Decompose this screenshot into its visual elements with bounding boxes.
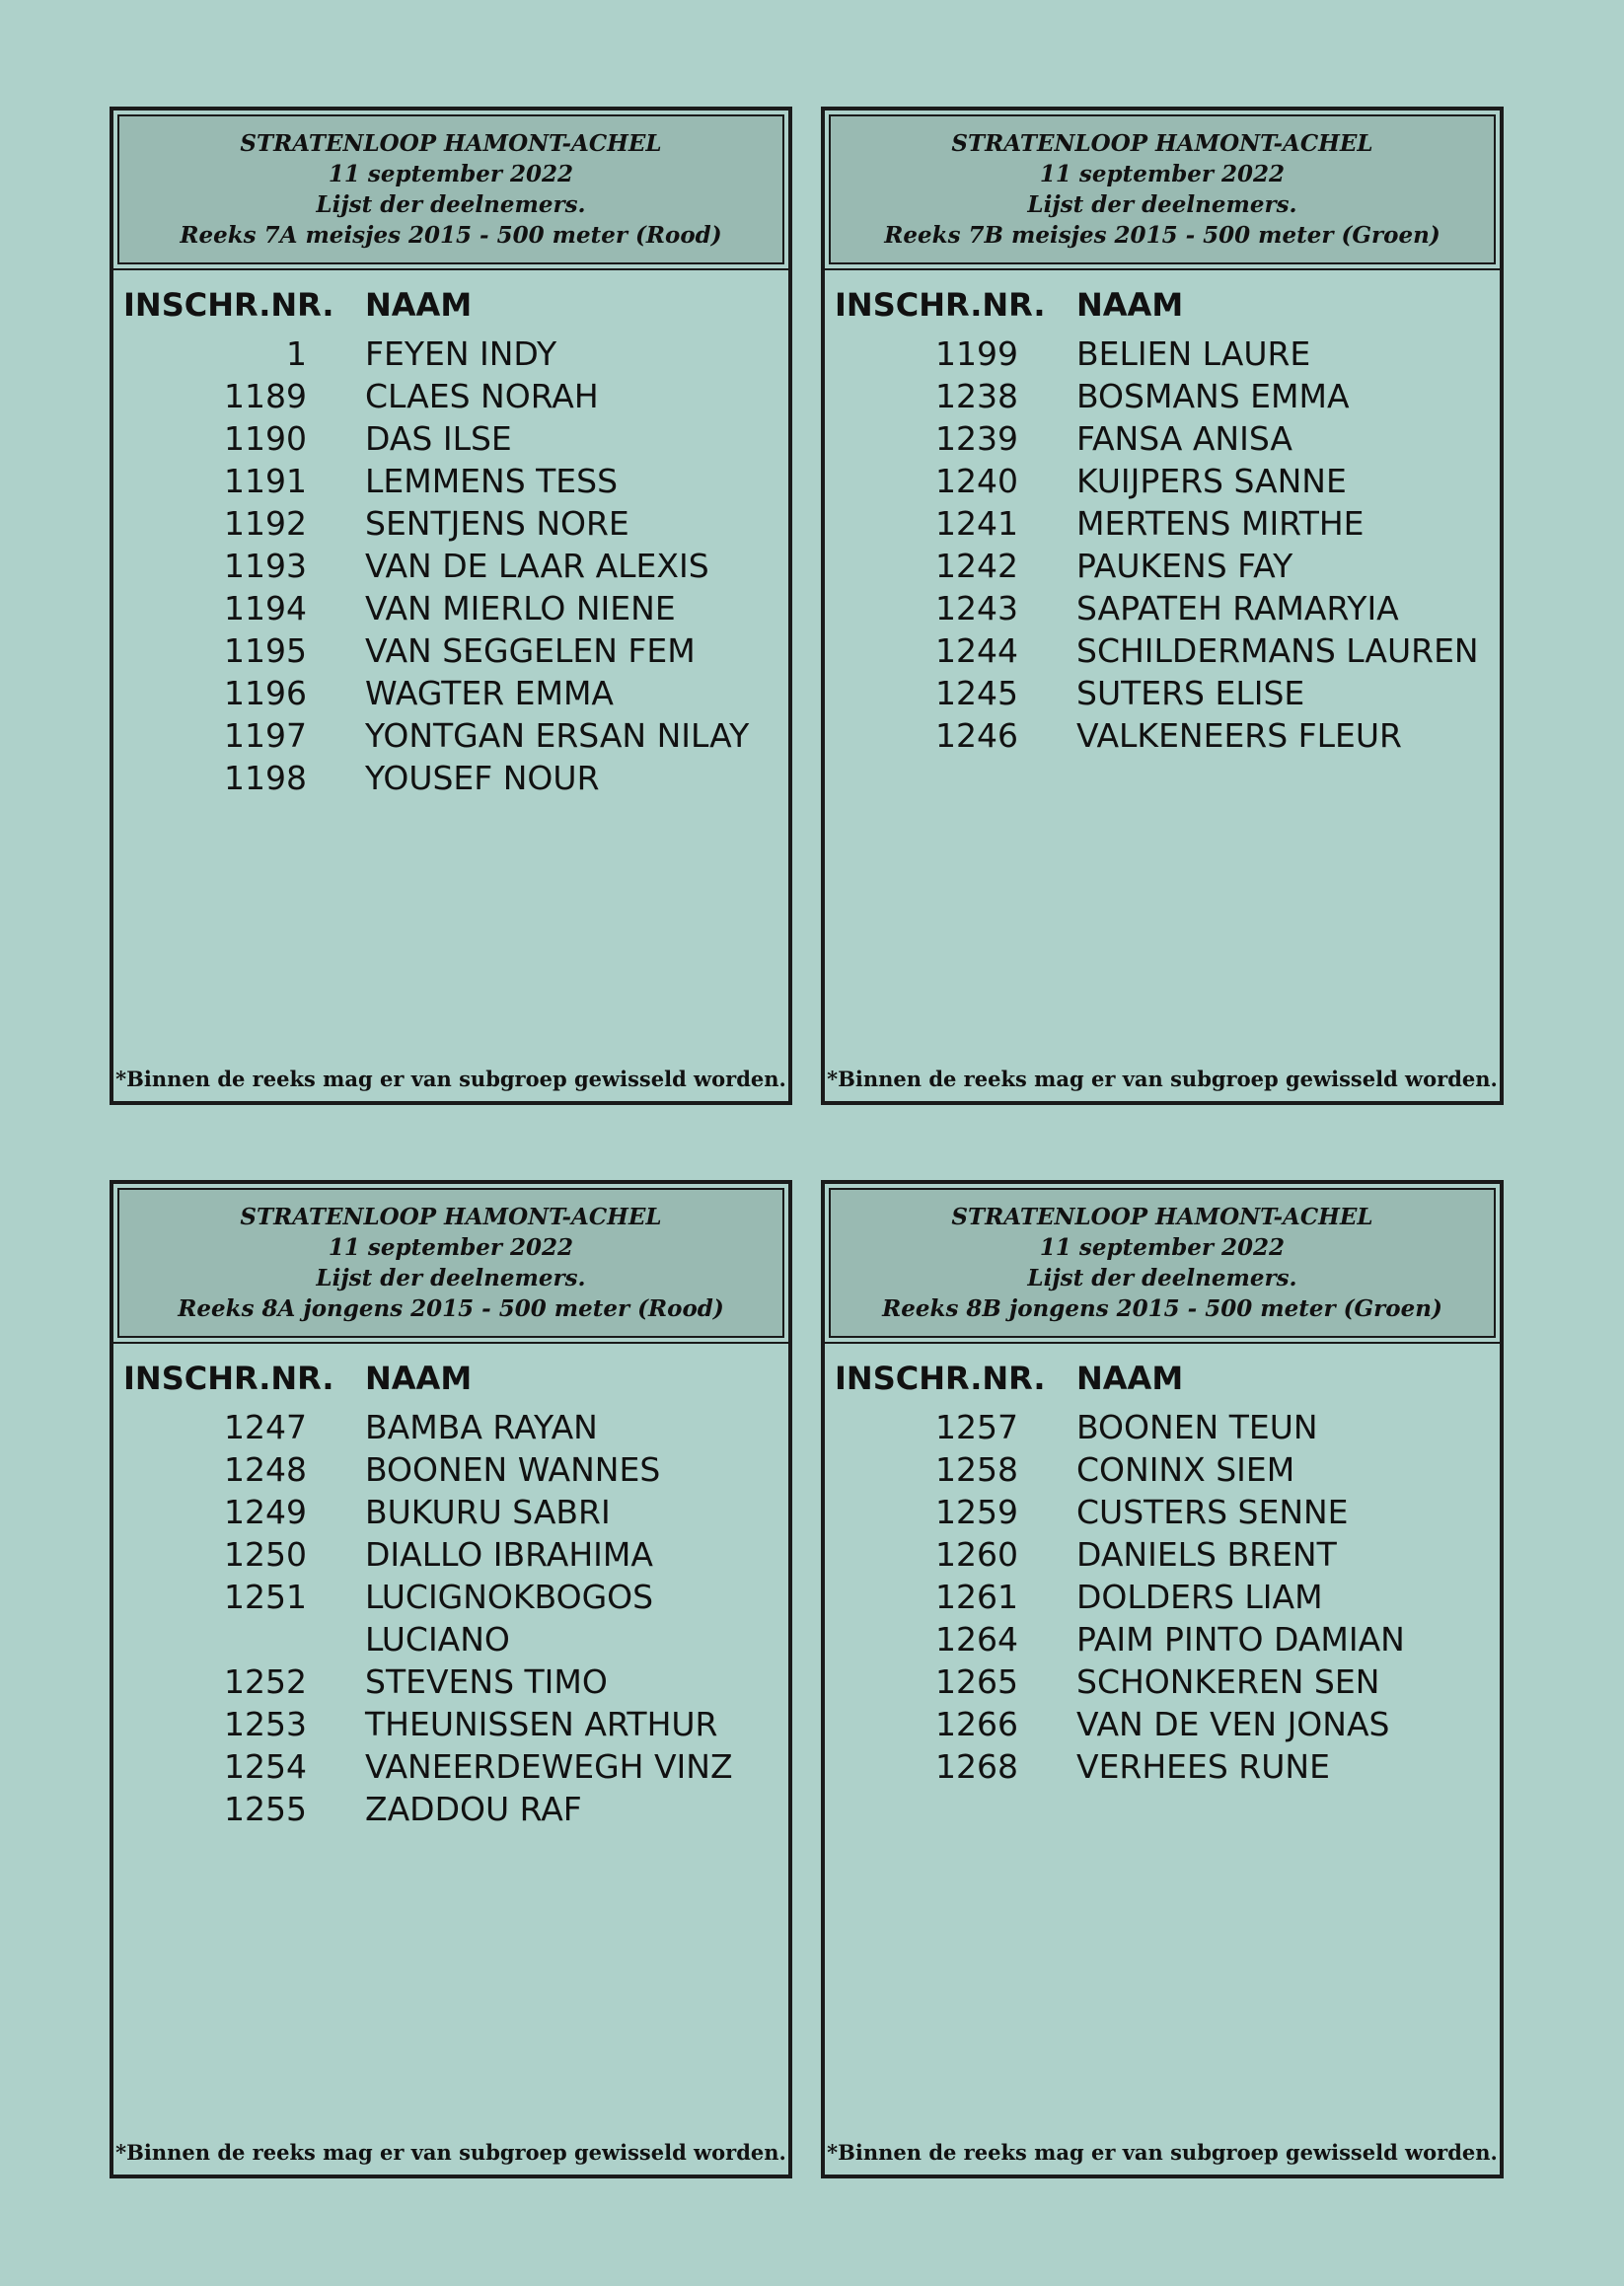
participant-row: [113, 1533, 788, 1576]
participant-row: [113, 1576, 788, 1618]
registration-number: 1248: [224, 1450, 307, 1489]
participant-name: SENTJENS NORE: [365, 504, 629, 543]
participant-row: [113, 375, 788, 417]
participant-row: [113, 1660, 788, 1703]
registration-number: 1254: [224, 1747, 307, 1786]
participant-row: [825, 1576, 1500, 1618]
participant-row: [825, 502, 1500, 545]
series-label: Reeks 8B jongens 2015 - 500 meter (Groen): [882, 1295, 1442, 1322]
column-header-naam: NAAM: [1076, 1360, 1184, 1397]
participant-row: [113, 587, 788, 629]
series-label: Reeks 7A meisjes 2015 - 500 meter (Rood): [180, 222, 722, 249]
card-header: [829, 1188, 1496, 1338]
footnote: *Binnen de reeks mag er van subgroep gewisseld worden.: [115, 1067, 786, 1091]
registration-number: 1194: [224, 589, 307, 627]
series-label: Reeks 8A jongens 2015 - 500 meter (Rood): [178, 1295, 724, 1322]
registration-number: 1250: [224, 1535, 307, 1574]
participant-name: ZADDOU RAF: [365, 1790, 582, 1828]
registration-number: 1268: [935, 1747, 1018, 1786]
registration-number: 1: [286, 334, 307, 373]
participant-name: VAN DE LAAR ALEXIS: [365, 547, 709, 585]
registration-number: 1251: [224, 1578, 307, 1616]
participant-row: [113, 1618, 788, 1660]
registration-number: 1191: [224, 462, 307, 500]
participant-row: [825, 417, 1500, 460]
registration-number: 1257: [935, 1408, 1018, 1446]
series-label: Reeks 7B meisjes 2015 - 500 meter (Groen): [884, 222, 1440, 249]
registration-number: 1199: [935, 334, 1018, 373]
participant-name: FANSA ANISA: [1076, 419, 1292, 458]
registration-number: 1266: [935, 1705, 1018, 1743]
participant-name: YONTGAN ERSAN NILAY: [365, 716, 750, 755]
registration-number: 1197: [224, 716, 307, 755]
participant-name: VAN DE VEN JONAS: [1076, 1705, 1390, 1743]
participant-name: SAPATEH RAMARYIA: [1076, 589, 1399, 627]
participant-list: [113, 332, 788, 799]
list-subtitle: Lijst der deelnemers.: [1027, 1265, 1297, 1291]
participant-name: MERTENS MIRTHE: [1076, 504, 1365, 543]
participant-row: [825, 714, 1500, 757]
registration-number: 1241: [935, 504, 1018, 543]
event-date: 11 september 2022: [1039, 1234, 1286, 1261]
registration-number: 1247: [224, 1408, 307, 1446]
participant-name: SUTERS ELISE: [1076, 674, 1305, 712]
participant-name: VAN MIERLO NIENE: [365, 589, 676, 627]
column-header-naam: NAAM: [1076, 286, 1184, 324]
event-date: 11 september 2022: [328, 161, 574, 187]
column-header-nr: INSCHR.NR.: [123, 286, 334, 324]
registration-number: 1265: [935, 1662, 1018, 1701]
card-header: [117, 1188, 784, 1338]
registration-number: 1198: [224, 759, 307, 797]
event-date: 11 september 2022: [1039, 161, 1286, 187]
participant-row: [113, 1788, 788, 1830]
column-header-naam: NAAM: [365, 1360, 473, 1397]
registration-number: 1195: [224, 631, 307, 670]
list-subtitle: Lijst der deelnemers.: [316, 1265, 586, 1291]
card-header: [117, 114, 784, 264]
participant-name: SCHONKEREN SEN: [1076, 1662, 1380, 1701]
participant-row: [825, 587, 1500, 629]
participant-name: VAN SEGGELEN FEM: [365, 631, 696, 670]
registration-number: 1243: [935, 589, 1018, 627]
registration-number: 1259: [935, 1493, 1018, 1531]
participant-row: [113, 502, 788, 545]
participant-name: KUIJPERS SANNE: [1076, 462, 1347, 500]
participant-row: [113, 332, 788, 375]
participant-row: [113, 714, 788, 757]
participant-row: [113, 1745, 788, 1788]
participant-row: [825, 629, 1500, 672]
header-divider: [113, 268, 788, 270]
registration-number: 1253: [224, 1705, 307, 1743]
participant-name: CUSTERS SENNE: [1076, 1493, 1349, 1531]
participant-list: [113, 1406, 788, 1830]
participant-name: BELIEN LAURE: [1076, 334, 1311, 373]
participant-name: VALKENEERS FLEUR: [1076, 716, 1402, 755]
participant-name: BOONEN WANNES: [365, 1450, 661, 1489]
participant-row: [113, 1448, 788, 1491]
registration-number: 1255: [224, 1790, 307, 1828]
event-title: STRATENLOOP HAMONT-ACHEL: [951, 1204, 1373, 1230]
participant-row: [113, 1703, 788, 1745]
participant-name: DIALLO IBRAHIMA: [365, 1535, 653, 1574]
registration-number: 1244: [935, 631, 1018, 670]
event-title: STRATENLOOP HAMONT-ACHEL: [240, 130, 662, 157]
registration-number: 1245: [935, 674, 1018, 712]
participant-name: DAS ILSE: [365, 419, 512, 458]
participant-name: WAGTER EMMA: [365, 674, 615, 712]
registration-number: 1242: [935, 547, 1018, 585]
participant-row: [825, 1448, 1500, 1491]
participant-row: [113, 672, 788, 714]
column-header-nr: INSCHR.NR.: [835, 1360, 1046, 1397]
participant-name: CLAES NORAH: [365, 377, 599, 415]
participant-row: [113, 1406, 788, 1448]
participant-row: [113, 757, 788, 799]
participant-name: PAUKENS FAY: [1076, 547, 1293, 585]
registration-number: 1190: [224, 419, 307, 458]
header-divider: [113, 1342, 788, 1344]
registration-number: 1249: [224, 1493, 307, 1531]
participant-name: YOUSEF NOUR: [365, 759, 600, 797]
participant-name: CONINX SIEM: [1076, 1450, 1295, 1489]
participant-row: [825, 332, 1500, 375]
column-header-nr: INSCHR.NR.: [123, 1360, 334, 1397]
participant-list: [825, 332, 1500, 757]
participant-row: [825, 1491, 1500, 1533]
participant-name: LEMMENS TESS: [365, 462, 619, 500]
list-subtitle: Lijst der deelnemers.: [1027, 191, 1297, 218]
participant-name: DANIELS BRENT: [1076, 1535, 1337, 1574]
participant-name: STEVENS TIMO: [365, 1662, 608, 1701]
participant-list: [825, 1406, 1500, 1788]
participant-row: [113, 417, 788, 460]
header-divider: [825, 268, 1500, 270]
card-header: [829, 114, 1496, 264]
registration-number: 1239: [935, 419, 1018, 458]
participant-card-7a: [110, 107, 792, 1105]
participant-row: [825, 1618, 1500, 1660]
participant-name: THEUNISSEN ARTHUR: [365, 1705, 718, 1743]
participant-row: [825, 1703, 1500, 1745]
participant-row: [825, 545, 1500, 587]
registration-number: 1196: [224, 674, 307, 712]
participant-name: FEYEN INDY: [365, 334, 557, 373]
participant-name: VANEERDEWEGH VINZ: [365, 1747, 733, 1786]
registration-number: 1264: [935, 1620, 1018, 1659]
registration-number: 1192: [224, 504, 307, 543]
registration-number: 1193: [224, 547, 307, 585]
participant-row: [825, 375, 1500, 417]
event-title: STRATENLOOP HAMONT-ACHEL: [951, 130, 1373, 157]
participant-row: [825, 672, 1500, 714]
participant-name: SCHILDERMANS LAUREN: [1076, 631, 1479, 670]
participant-name: LUCIGNOKBOGOS: [365, 1578, 654, 1616]
participant-name: DOLDERS LIAM: [1076, 1578, 1323, 1616]
list-subtitle: Lijst der deelnemers.: [316, 191, 586, 218]
registration-number: 1246: [935, 716, 1018, 755]
participant-name: BOONEN TEUN: [1076, 1408, 1318, 1446]
participant-name: BAMBA RAYAN: [365, 1408, 598, 1446]
participant-row: [113, 545, 788, 587]
participant-card-7b: [821, 107, 1504, 1105]
participant-name: LUCIANO: [365, 1620, 510, 1659]
header-divider: [825, 1342, 1500, 1344]
participant-row: [113, 460, 788, 502]
registration-number: 1240: [935, 462, 1018, 500]
column-header-naam: NAAM: [365, 286, 473, 324]
participant-row: [825, 1660, 1500, 1703]
participant-row: [113, 1491, 788, 1533]
footnote: *Binnen de reeks mag er van subgroep gewisseld worden.: [827, 1067, 1498, 1091]
participant-name: BOSMANS EMMA: [1076, 377, 1350, 415]
participant-row: [825, 1406, 1500, 1448]
registration-number: 1189: [224, 377, 307, 415]
participant-card-8b: [821, 1180, 1504, 2178]
participant-name: VERHEES RUNE: [1076, 1747, 1330, 1786]
column-header-nr: INSCHR.NR.: [835, 286, 1046, 324]
registration-number: 1261: [935, 1578, 1018, 1616]
footnote: *Binnen de reeks mag er van subgroep gewisseld worden.: [827, 2140, 1498, 2165]
participant-row: [825, 1745, 1500, 1788]
registration-number: 1252: [224, 1662, 307, 1701]
registration-number: 1238: [935, 377, 1018, 415]
participant-row: [825, 460, 1500, 502]
participant-name: PAIM PINTO DAMIAN: [1076, 1620, 1405, 1659]
event-title: STRATENLOOP HAMONT-ACHEL: [240, 1204, 662, 1230]
participant-row: [825, 1533, 1500, 1576]
registration-number: 1258: [935, 1450, 1018, 1489]
registration-number: 1260: [935, 1535, 1018, 1574]
participant-name: BUKURU SABRI: [365, 1493, 611, 1531]
participant-card-8a: [110, 1180, 792, 2178]
footnote: *Binnen de reeks mag er van subgroep gewisseld worden.: [115, 2140, 786, 2165]
event-date: 11 september 2022: [328, 1234, 574, 1261]
participant-row: [113, 629, 788, 672]
